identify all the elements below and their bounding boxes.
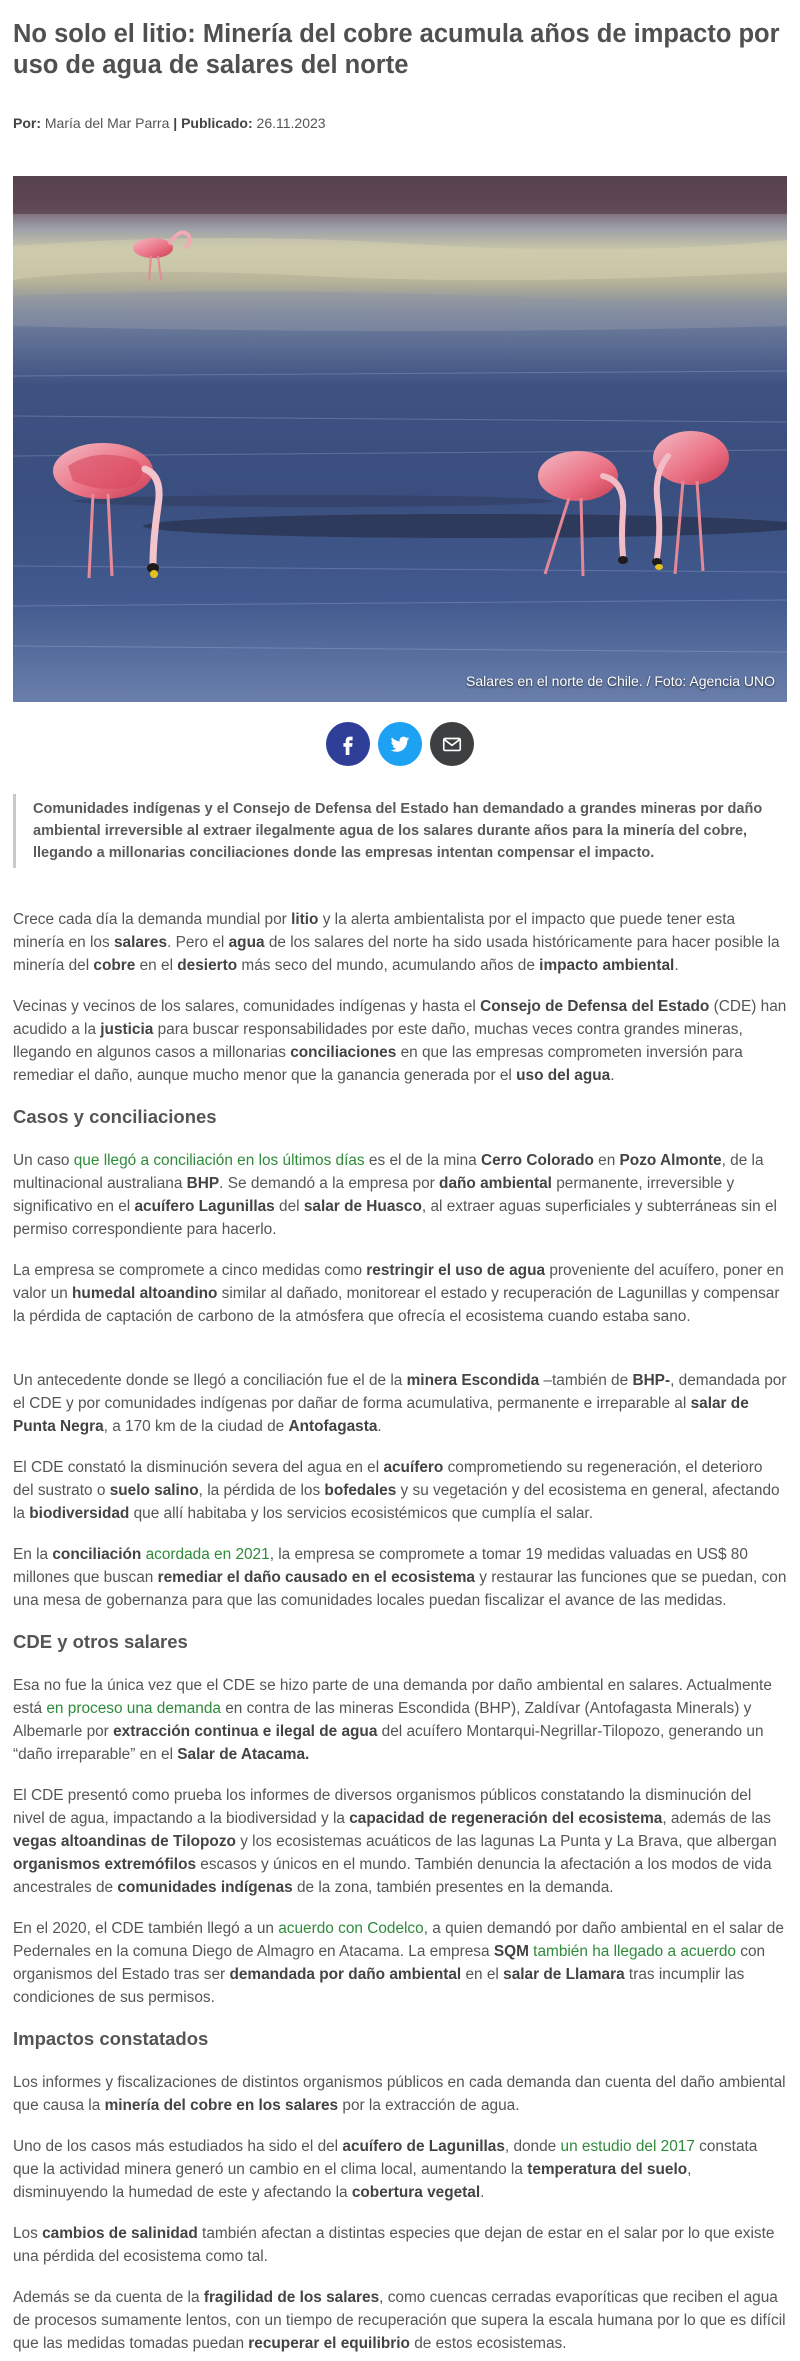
flamingo-photo — [13, 176, 787, 702]
mail-icon — [441, 733, 463, 755]
section-heading-impactos: Impactos constatados — [13, 2028, 209, 2049]
share-bar — [13, 722, 787, 766]
paragraph-6: El CDE constató la disminución severa del agua en el acuífero comprometiendo su regeneración, el deterioro del sustrato o suelo salino, la pérdida de los bofedales y su vegetación y del ecosistema en general, afectando la biodiversidad que allí habitaba y los servicios ecosistémicos que cumplía el salar. — [13, 1459, 780, 1522]
paragraph-9: El CDE presentó como prueba los informes de diversos organismos públicos constatando la disminución del nivel de agua, impactando a la biodiversidad y la capacidad de regeneración del ecosistema, además de las vegas altoandinas de Tilopozo y los ecosistemas acuáticos de las lagunas La Punta y La Brava, que albergan organismos extremófilos escasos y únicos en el mundo. También denuncia la afectación a los modos de vida ancestrales de comunidades indígenas de la zona, también presentes en la demanda. — [13, 1787, 777, 1896]
page-title: No solo el litio: Minería del cobre acumula años de impacto por uso de agua de salares del norte — [13, 20, 780, 79]
paragraph-12: Uno de los casos más estudiados ha sido el del acuífero de Lagunillas, donde un estudio del 2017 constata que la actividad minera generó un cambio en el clima local, aumentando la temperatura del suelo, disminuyendo la humedad de este y afectando la cobertura vegetal. — [13, 2138, 758, 2201]
image-caption: Salares en el norte de Chile. / Foto: Agencia UNO — [466, 673, 775, 689]
section-heading-casos: Casos y conciliaciones — [13, 1106, 217, 1127]
link-proceso-demanda[interactable]: en proceso una demanda — [46, 1700, 221, 1717]
paragraph-14: Además se da cuenta de la fragilidad de los salares, como cuencas cerradas evaporíticas que reciben el agua de procesos sumamente lentos, con un tiempo de recuperación que supera la escala humana por lo que es difícil que las medidas tomadas puedan recuperar el equilibrio de estos ecosistemas. — [13, 2289, 786, 2352]
author-name: María del Mar Parra — [44, 115, 170, 131]
link-acuerdo-codelco[interactable]: acuerdo con Codelco — [278, 1920, 424, 1937]
facebook-share-button[interactable] — [326, 722, 370, 766]
link-sqm-acuerdo[interactable]: SQM también ha llegado a acuerdo — [493, 1943, 736, 1960]
section-heading-cde: CDE y otros salares — [13, 1631, 188, 1652]
twitter-icon — [389, 733, 411, 755]
article-body — [13, 908, 787, 2355]
paragraph-5: Un antecedente donde se llegó a conciliación fue el de la minera Escondida –también de BHP-, demandada por el CDE y por comunidades indígenas por dañar de forma acumulativa, permanente e irreparable al salar de Punta Negra, a 170 km de la ciudad de Antofagasta. — [13, 1372, 787, 1435]
paragraph-8: Esa no fue la única vez que el CDE se hizo parte de una demanda por daño ambiental en salares. Actualmente está en proceso una demanda en contra de las mineras Escondida (BHP), Zaldívar (Antofagasta Minerals) y Albemarle por extracción continua e ilegal de agua del acuífero Montarqui-Negrillar-Tilopozo, generando un “daño irreparable” en el Salar de Atacama. — [13, 1677, 772, 1763]
byline-separator: | — [173, 115, 178, 131]
hero-image — [13, 176, 787, 702]
publish-date: 26.11.2023 — [256, 115, 326, 131]
paragraph-13: Los cambios de salinidad también afectan a distintas especies que dejan de estar en el salar por lo que existe una pérdida del ecosistema como tal. — [13, 2225, 775, 2265]
link-estudio-2017[interactable]: un estudio del 2017 — [560, 2138, 695, 2155]
paragraph-1: Crece cada día la demanda mundial por litio y la alerta ambientalista por el impacto que puede tener esta minería en los salares. Pero el agua de los salares del norte ha sido usada históricamente para hacer posible la minería del cobre en el desierto más seco del mundo, acumulando años de impacto ambiental. — [13, 911, 780, 974]
facebook-icon — [337, 733, 359, 755]
twitter-share-button[interactable] — [378, 722, 422, 766]
paragraph-3: Un caso que llegó a conciliación en los últimos días es el de la mina Cerro Colorado en Pozo Almonte, de la multinacional australiana BHP. Se demandó a la empresa por daño ambiental permanente, irreversible y significativo en el acuífero Lagunillas del salar de Huasco, al extraer aguas superficiales y subterráneas sin el permiso correspondiente para hacerlo. — [13, 1152, 777, 1238]
paragraph-11: Los informes y fiscalizaciones de distintos organismos públicos en cada demanda dan cuenta del daño ambiental que causa la minería del cobre en los salares por la extracción de agua. — [13, 2074, 786, 2114]
date-label: Publicado: — [181, 115, 253, 131]
email-share-button[interactable] — [430, 722, 474, 766]
paragraph-10: En el 2020, el CDE también llegó a un acuerdo con Codelco, a quien demandó por daño ambiental en el salar de Pedernales en la comuna Diego de Almagro en Atacama. La empresa SQM también ha llegado a acuerdo con organismos del Estado tras ser demandada por daño ambiental en el salar de Llamara tras incumplir las condiciones de sus permisos. — [13, 1920, 784, 2006]
byline — [13, 115, 787, 131]
paragraph-7: En la conciliación acordada en 2021, la empresa se compromete a tomar 19 medidas valuadas en US$ 80 millones que buscan remediar el daño causado en el ecosistema y restaurar las funciones que se puedan, con una mesa de gobernanza para que las comunidades locales puedan fiscalizar el avance de las medidas. — [13, 1546, 787, 1609]
paragraph-2: Vecinas y vecinos de los salares, comunidades indígenas y hasta el Consejo de Defensa del Estado (CDE) han acudido a la justicia para buscar responsabilidades por este daño, muchas veces contra grandes mineras, llegando en algunos casos a millonarias conciliaciones en que las empresas comprometen inversión para remediar el daño, aunque mucho menor que la ganancia generada por el uso del agua. — [13, 998, 787, 1084]
paragraph-4: La empresa se compromete a cinco medidas como restringir el uso de agua proveniente del acuífero, poner en valor un humedal altoandino similar al dañado, monitorear el estado y recuperación de Lagunillas y compensar la pérdida de captación de carbono de la atmósfera que ofrecía el ecosistema cuando estaba sano. — [13, 1262, 784, 1325]
link-acordada-2021[interactable]: acordada en 2021 — [145, 1546, 270, 1563]
link-conciliacion-ultimos-dias[interactable]: que llegó a conciliación en los últimos días — [73, 1152, 365, 1169]
author-label: Por: — [13, 115, 41, 131]
article-lead: Comunidades indígenas y el Consejo de Defensa del Estado han demandado a grandes mineras por daño ambiental irreversible al extraer ilegalmente agua de los salares durante años para la minería del cobre, llegando a millonarias conciliaciones donde las empresas intentan compensar el impacto. — [13, 794, 787, 868]
